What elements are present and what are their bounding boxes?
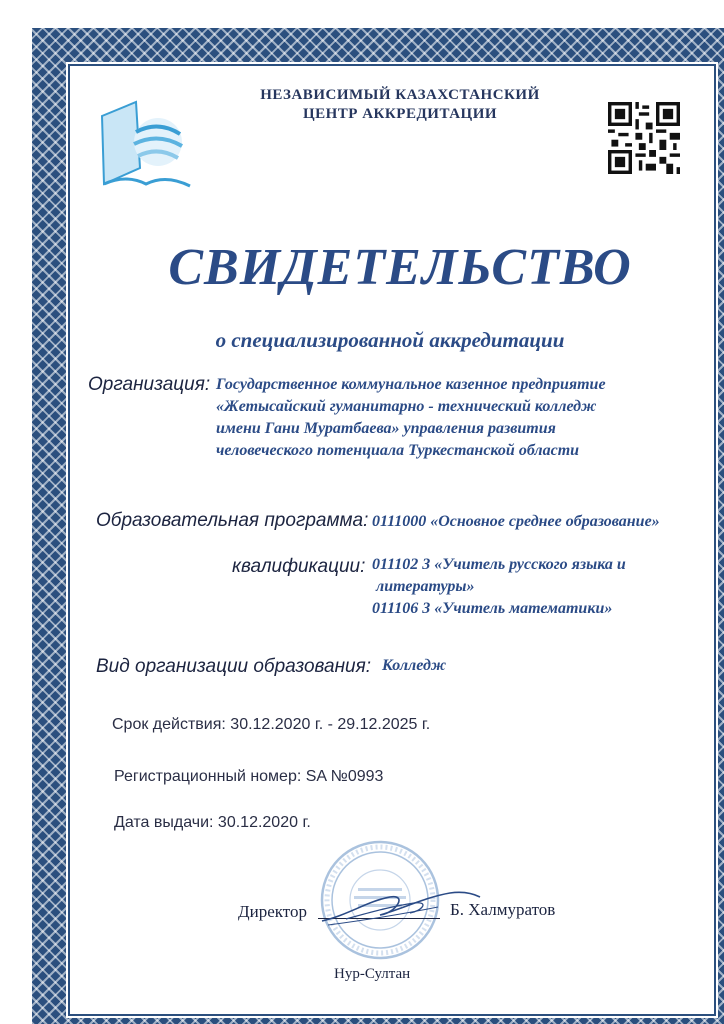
qualifications-value: 011102 3 «Учитель русского языка и литературы» 011106 3 «Учитель математики»: [372, 556, 626, 617]
director-name: Б. Халмуратов: [450, 900, 556, 919]
open-book-globe-logo: [96, 98, 196, 198]
program-label: Образовательная программа:: [96, 510, 369, 531]
certificate-title: СВИДЕТЕЛЬСТВО: [168, 239, 632, 296]
issuer-name: НЕЗАВИСИМЫЙ КАЗАХСТАНСКИЙ ЦЕНТР АККРЕДИТАЦИИ: [260, 87, 540, 122]
org-type-value: Колледж: [382, 657, 447, 674]
certificate-subtitle: о специализированной аккредитации: [215, 328, 565, 352]
registration-number: Регистрационный номер: SA №0993: [114, 768, 384, 785]
organization-value: Государственное коммунальное казенное предприятие «Жетысайский гуманитарно - технический колледж имени Гани Муратбаева» управления развития человеческого потенциала Туркестанской области: [216, 376, 606, 459]
director-label: Директор: [238, 902, 307, 921]
qr-code: [608, 102, 680, 174]
program-value: 0111000 «Основное среднее образование»: [372, 513, 660, 530]
organization-label: Организация:: [88, 374, 211, 395]
issue-city: Нур-Султан: [334, 966, 411, 982]
org-type-label: Вид организации образования:: [96, 656, 372, 677]
validity-period: Срок действия: 30.12.2020 г. - 29.12.2025 г.: [112, 716, 431, 733]
issue-date: Дата выдачи: 30.12.2020 г.: [114, 814, 311, 831]
qualifications-label: квалификации:: [232, 556, 366, 577]
